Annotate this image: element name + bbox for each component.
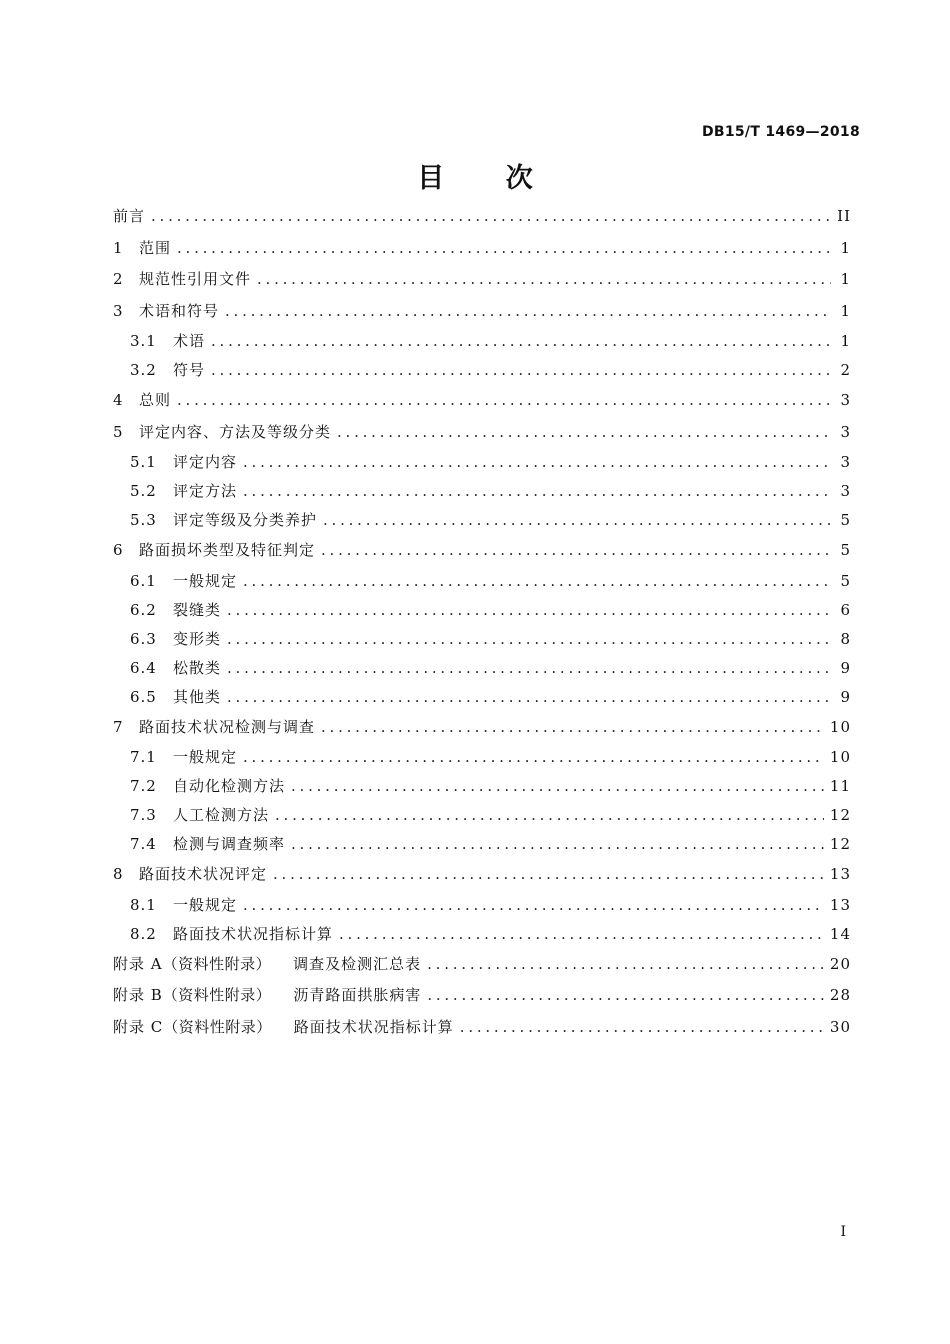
standard-code: DB15/T 1469—2018 [701,124,860,140]
page-title: 目 次 [417,163,559,194]
toc-page-number: 30 [829,1017,851,1036]
toc-entry-number: 7.3 [130,806,157,824]
toc-entry-label: 术语和符号 [139,301,220,320]
toc-entry-annex-a[interactable] [113,949,851,981]
toc-page-number: 20 [829,954,851,973]
annex-title: 沥青路面拱胀病害 [293,986,422,1004]
toc-entry-3-1[interactable] [113,327,851,356]
toc-entry-label: 自动化检测方法 [173,777,286,795]
toc-entry-label: 范围 [139,238,172,257]
toc-entry-label: 一般规定 [173,748,238,766]
toc-leader-dots [211,356,831,385]
toc-entry-number: 4 [113,391,124,409]
toc-leader-dots [243,891,824,920]
toc-page-number: 2 [840,361,851,379]
toc-entry-7-1[interactable] [113,743,851,772]
toc-entry-8-1[interactable] [113,891,851,920]
toc-entry-7-2[interactable] [113,772,851,801]
annex-note: （资料性附录） [163,1017,272,1036]
toc-entry-label: 评定内容、方法及等级分类 [139,422,332,441]
toc-entry-number: 6.3 [130,629,157,648]
toc-entry-6-1[interactable] [113,567,851,596]
toc-leader-dots [243,477,831,506]
toc-leader-dots [275,801,824,830]
annex-title: 调查及检测汇总表 [293,954,422,973]
toc-entry-number: 3 [113,301,124,320]
toc-entry-6[interactable] [113,535,851,567]
toc-page-number: 14 [829,924,851,943]
toc-leader-dots [243,567,831,596]
toc-entry-label: 变形类 [173,629,222,648]
toc-leader-dots [321,712,824,744]
toc-entry-6-4[interactable] [113,654,851,683]
toc-page-number: 9 [840,687,851,706]
toc-entry-5-2[interactable] [113,477,851,506]
toc-entry-7-4[interactable] [113,830,851,859]
toc-leader-dots [227,625,831,654]
toc-entry-2[interactable] [113,264,851,296]
toc-leader-dots [273,859,824,891]
toc-entry-5-3[interactable] [113,506,851,535]
toc-leader-dots [227,596,831,625]
toc-entry-number: 3.1 [130,332,157,350]
toc-leader-dots [227,683,831,712]
toc-page-number: 6 [840,600,851,619]
toc-leader-dots [337,417,831,449]
toc-entry-6-5[interactable] [113,683,851,712]
toc-entry-8-2[interactable] [113,920,851,949]
toc-entry-label: 总则 [139,391,172,409]
toc-entry-number: 6.1 [130,571,157,590]
toc-page-number: 12 [829,806,851,824]
toc-entry-number: 7.2 [130,777,157,795]
toc-page-number: 13 [829,895,851,914]
toc-entry-number: 5.3 [130,511,157,529]
toc-entry-number: 6.4 [130,658,157,677]
toc-entry-number: 8.1 [130,895,157,914]
toc-leader-dots [243,743,824,772]
toc-page-number: 1 [840,332,851,350]
toc-page-number: 1 [840,270,851,288]
toc-entry-6-3[interactable] [113,625,851,654]
toc-entry-number: 5 [113,422,124,441]
toc-leader-dots [151,201,831,233]
toc-page-number: 3 [840,422,851,441]
toc-entry-foreword[interactable] [113,201,851,233]
toc-leader-dots [427,980,824,1012]
toc-entry-label: 术语 [173,332,206,350]
toc-entry-number: 5.2 [130,482,157,500]
toc-page-number: 8 [840,629,851,648]
toc-page-number: 5 [840,571,851,590]
toc-entry-number: 8.2 [130,924,157,943]
toc-entry-3[interactable] [113,296,851,328]
toc-page-number: 28 [829,986,851,1004]
toc-entry-label: 人工检测方法 [173,806,270,824]
toc-entry-number: 8 [113,865,124,883]
annex-title: 路面技术状况指标计算 [293,1017,454,1036]
toc-entry-label: 评定等级及分类养护 [173,511,318,529]
toc-page-number: 10 [829,748,851,766]
toc-entry-label: 裂缝类 [173,600,222,619]
annex-label: 附录 C [113,1017,164,1036]
toc-leader-dots [291,830,824,859]
toc-entry-number: 6.5 [130,687,157,706]
toc-page-number: 10 [829,717,851,736]
toc-entry-7[interactable] [113,712,851,744]
toc-leader-dots [323,506,831,535]
toc-entry-number: 6 [113,541,124,559]
toc-entry-label: 评定内容 [173,453,238,471]
toc-entry-label: 评定方法 [173,482,238,500]
table-of-contents [113,201,851,1043]
toc-leader-dots [225,296,831,328]
toc-leader-dots [177,233,831,265]
toc-page-number: 3 [840,482,851,500]
toc-page-number: 9 [840,658,851,677]
toc-entry-number: 1 [113,238,124,257]
toc-leader-dots [291,772,824,801]
annex-note: （资料性附录） [162,954,272,973]
toc-leader-dots [427,949,824,981]
toc-entry-label: 路面技术状况评定 [139,865,268,883]
toc-entry-label: 前言 [113,207,146,225]
toc-entry-label: 路面技术状况指标计算 [173,924,334,943]
toc-page-number: 1 [840,238,851,257]
toc-entry-number: 5.1 [130,453,157,471]
toc-entry-4[interactable] [113,385,851,417]
toc-entry-label: 检测与调查频率 [173,835,286,853]
toc-entry-7-3[interactable] [113,801,851,830]
toc-entry-annex-b[interactable] [113,980,851,1012]
toc-leader-dots [321,535,831,567]
toc-entry-number: 7.4 [130,835,157,853]
toc-entry-number: 3.2 [130,361,157,379]
toc-entry-label: 松散类 [173,658,222,677]
annex-label: 附录 B [113,986,163,1004]
toc-page-number: 12 [829,835,851,853]
toc-leader-dots [177,385,831,417]
toc-leader-dots [339,920,824,949]
toc-entry-number: 6.2 [130,600,157,619]
toc-entry-3-2[interactable] [113,356,851,385]
toc-entry-5[interactable] [113,417,851,449]
toc-entry-label: 路面损坏类型及特征判定 [139,541,316,559]
toc-page-number: 3 [840,391,851,409]
toc-entry-annex-c[interactable] [113,1012,851,1044]
toc-leader-dots [257,264,831,296]
toc-entry-label: 其他类 [173,687,222,706]
toc-entry-number: 7.1 [130,748,157,766]
toc-entry-number: 2 [113,270,124,288]
toc-entry-label: 一般规定 [173,895,238,914]
toc-entry-label: 符号 [173,361,206,379]
toc-page-number: 13 [829,865,851,883]
annex-note: （资料性附录） [162,986,272,1004]
toc-entry-label: 一般规定 [173,571,238,590]
toc-entry-5-1[interactable] [113,448,851,477]
toc-page-number: 11 [829,777,851,795]
toc-page-number: 1 [840,301,851,320]
toc-entry-number: 7 [113,717,124,736]
annex-label: 附录 A [113,954,163,973]
toc-page-number: 5 [840,511,851,529]
page-number: I [840,1224,846,1240]
toc-leader-dots [211,327,831,356]
toc-leader-dots [243,448,831,477]
toc-entry-6-2[interactable] [113,596,851,625]
toc-entry-label: 规范性引用文件 [139,270,252,288]
toc-entry-8[interactable] [113,859,851,891]
toc-leader-dots [227,654,831,683]
toc-entry-label: 路面技术状况检测与调查 [139,717,316,736]
toc-leader-dots [460,1012,824,1044]
toc-page-number: II [837,207,851,225]
toc-page-number: 3 [840,453,851,471]
toc-page-number: 5 [840,541,851,559]
toc-entry-1[interactable] [113,233,851,265]
